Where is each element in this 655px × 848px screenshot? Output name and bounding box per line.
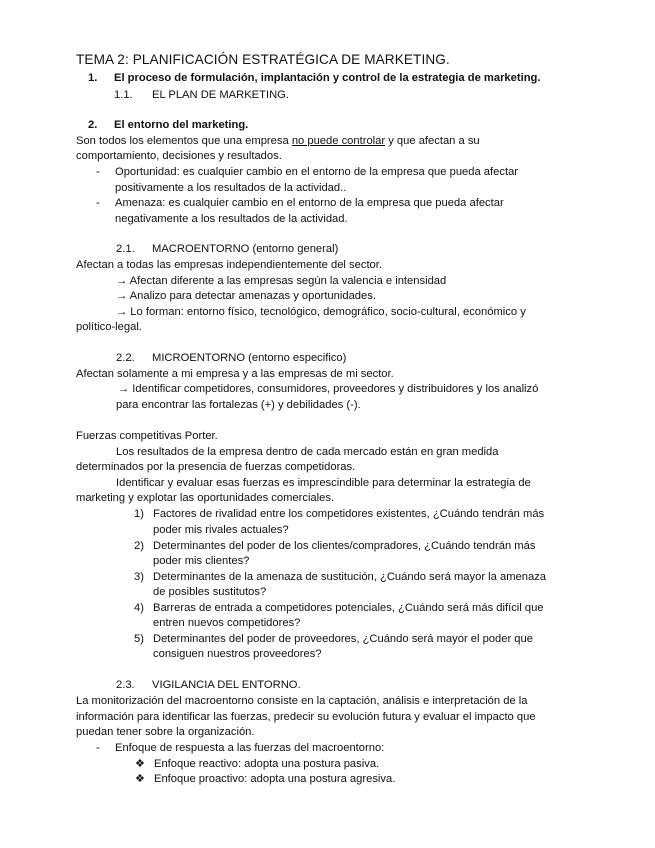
section-2-1-heading: MACROENTORNO (entorno general) [152, 243, 339, 255]
porter-item-line-1: Barreras de entrada a competidores potenciales, ¿Cuándo será más difícil que [153, 602, 544, 614]
section-2-number: 2. [88, 119, 98, 131]
porter-item-line-1: Factores de rivalidad entre los competidores existentes, ¿Cuándo tendrán más [153, 508, 545, 520]
porter-item-number: 2) [134, 540, 144, 552]
diamond-icon: ❖ [135, 758, 146, 770]
bullet-dash: - [96, 197, 100, 209]
porter-item-line-1: Determinantes de la amenaza de sustitución, ¿Cuándo será mayor la amenaza [153, 571, 547, 583]
macro-line-1: Afectan a todas las empresas independientemente del sector. [76, 259, 382, 271]
porter-item-line-1: Determinantes del poder de los clientes/compradores, ¿Cuándo tendrán más [153, 540, 536, 552]
section-2-2-number: 2.2. [116, 352, 135, 364]
enfoque-bullet: Enfoque de respuesta a las fuerzas del macroentorno: [115, 742, 385, 754]
porter-paragraph-1-line-1: Los resultados de la empresa dentro de cada mercado están en gran medida [116, 446, 499, 458]
porter-item-number: 3) [134, 571, 144, 583]
page-title: TEMA 2: PLANIFICACIÓN ESTRATÉGICA DE MARKETING. [76, 52, 450, 67]
porter-item-line-2: consiguen nuestros proveedores? [153, 648, 322, 660]
porter-item-line-2: entren nuevos competidores? [153, 617, 301, 629]
section-2-3-number: 2.3. [116, 679, 135, 691]
section-1-number: 1. [88, 72, 98, 84]
intro-underlined-text: no puede controlar [291, 135, 386, 147]
porter-item-line-2: de posibles sustitutos? [153, 586, 267, 598]
intro-text-a: Son todos los elementos que una empresa [76, 135, 292, 147]
diamond-icon: ❖ [135, 773, 146, 785]
macro-line-2: → Afectan diferente a las empresas según la valencia e intensidad [116, 275, 447, 287]
porter-item-number: 5) [134, 633, 144, 645]
section-2-heading: El entorno del marketing. [114, 119, 249, 131]
section-2-2-heading: MICROENTORNO (entorno especifico) [152, 352, 347, 364]
macro-line-5: político-legal. [76, 321, 142, 333]
porter-item-line-2: poder mis rivales actuales? [153, 524, 289, 536]
amenaza-line-2: negativamente a los resultados de la actividad. [115, 213, 348, 225]
macro-line-3: → Analizo para detectar amenazas y oportunidades. [116, 290, 376, 302]
oportunidad-line-1: Oportunidad: es cualquier cambio en el entorno de la empresa que pueda afectar [115, 166, 519, 178]
porter-item-line-2: poder mis clientes? [153, 555, 250, 567]
intro-text-b: y que afectan a su [385, 135, 480, 147]
porter-paragraph-1-line-2: determinados por la presencia de fuerzas competidoras. [76, 461, 356, 473]
vigilancia-line-2: información para identificar las fuerzas, predecir su evolución futura y evaluar el impacto que [76, 711, 536, 723]
vigilancia-line-1: La monitorización del macroentorno consiste en la captación, análisis e interpretación de la [76, 695, 528, 707]
porter-item-number: 4) [134, 602, 144, 614]
section-1-1-number: 1.1. [114, 89, 133, 101]
micro-line-2: → Identificar competidores, consumidores, proveedores y distribuidores y los analizó [118, 383, 539, 395]
bullet-dash: - [96, 166, 100, 178]
oportunidad-line-2: positivamente a los resultados de la actividad.. [115, 182, 347, 194]
porter-paragraph-2-line-2: marketing y explotar las oportunidades comerciales. [76, 492, 335, 504]
porter-item-number: 1) [134, 508, 144, 520]
bullet-dash: - [96, 742, 100, 754]
micro-line-3: para encontrar las fortalezas (+) y debilidades (-). [116, 399, 361, 411]
enfoque-reactivo: Enfoque reactivo: adopta una postura pasiva. [154, 758, 380, 770]
section-2-intro-line-2: comportamiento, decisiones y resultados. [76, 150, 282, 162]
section-2-1-number: 2.1. [116, 243, 135, 255]
vigilancia-line-3: puedan tener sobre la organización. [76, 726, 255, 738]
micro-line-1: Afectan solamente a mi empresa y a las empresas de mi sector. [76, 368, 394, 380]
porter-paragraph-2-line-1: Identificar y evaluar esas fuerzas es imprescindible para determinar la estrategia de [116, 477, 531, 489]
macro-line-4: → Lo forman: entorno físico, tecnológico, demográfico, socio-cultural, económico y [116, 306, 526, 318]
section-2-3-heading: VIGILANCIA DEL ENTORNO. [152, 679, 301, 691]
section-1-1-heading: EL PLAN DE MARKETING. [152, 89, 289, 101]
porter-heading: Fuerzas competitivas Porter. [76, 430, 218, 442]
enfoque-proactivo: Enfoque proactivo: adopta una postura agresiva. [154, 773, 396, 785]
porter-item-line-1: Determinantes del poder de proveedores, ¿Cuándo será mayor el poder que [153, 633, 533, 645]
section-2-intro-line-1 [76, 134, 480, 149]
section-1-heading: El proceso de formulación, implantación y control de la estrategia de marketing. [114, 72, 541, 84]
amenaza-line-1: Amenaza: es cualquier cambio en el entorno de la empresa que pueda afectar [115, 197, 504, 209]
